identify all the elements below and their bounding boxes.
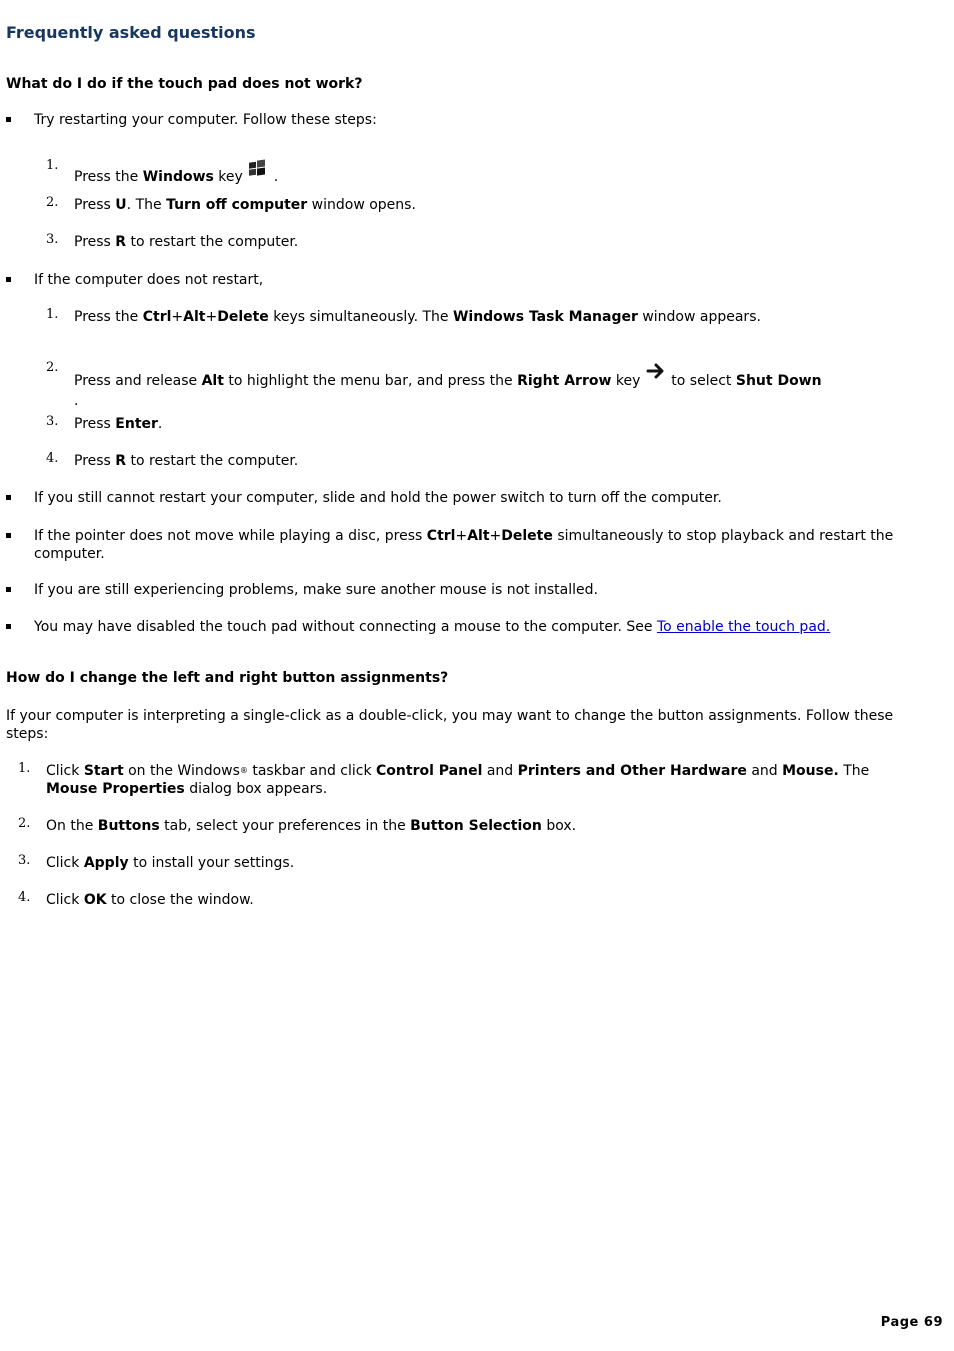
button-step-3: 3. Click Apply to install your settings.: [18, 853, 295, 871]
button-step-2: 2. On the Buttons tab, select your preferences in the Button Selection box.: [18, 816, 577, 834]
bullet-mark: [6, 117, 11, 122]
right-arrow-icon: [645, 361, 667, 392]
bullet-mark: [6, 624, 11, 629]
bullet-mark: [6, 533, 11, 538]
bullet-disabled-touchpad: You may have disabled the touch pad without connecting a mouse to the computer. See To enable the touch pad.: [6, 618, 911, 636]
button-step-4: 4. Click OK to close the window.: [18, 890, 254, 908]
no-restart-step-3: 3. Press Enter.: [46, 414, 163, 432]
restart-step-1: 1. Press the Windows key .: [46, 159, 886, 188]
no-restart-step-4: 4. Press R to restart the computer.: [46, 451, 299, 469]
restart-step-3: 3. Press R to restart the computer.: [46, 232, 299, 250]
bullet-mark: [6, 277, 11, 282]
bullet-power-switch: If you still cannot restart your computer, slide and hold the power switch to turn off the computer.: [6, 489, 911, 507]
windows-logo-icon: [247, 159, 269, 188]
bullet-restart: Try restarting your computer. Follow these steps:: [6, 111, 911, 129]
page-title: Frequently asked questions: [6, 23, 256, 42]
no-restart-step-2: 2. Press and release Alt to highlight the menu bar, and press the Right Arrow key to select Shut Down .: [46, 360, 822, 409]
question-button-assignments-heading: How do I change the left and right button assignments?: [6, 670, 449, 686]
question-touchpad-heading: What do I do if the touch pad does not work?: [6, 76, 363, 92]
bullet-another-mouse: If you are still experiencing problems, make sure another mouse is not installed.: [6, 581, 911, 599]
enable-touchpad-link[interactable]: To enable the touch pad.: [656, 619, 831, 635]
bullet-pointer-disc: If the pointer does not move while playing a disc, press Ctrl+Alt+Delete simultaneously to stop playback and restart the computer.: [6, 527, 911, 563]
no-restart-step-1: 1. Press the Ctrl+Alt+Delete keys simultaneously. The Windows Task Manager window appears.: [46, 307, 761, 325]
button-step-1: 1. Click Start on the Windows® taskbar and click Control Panel and Printers and Other Hardware and Mouse. The Mouse Properties dialog box appears.: [18, 761, 870, 797]
bullet-mark: [6, 495, 11, 500]
page-number: Page 69: [880, 1315, 943, 1330]
button-assignments-intro: If your computer is interpreting a single-click as a double-click, you may want to change the button assignments. Follow these steps:: [6, 708, 894, 742]
bullet-mark: [6, 587, 11, 592]
restart-step-2: 2. Press U. The Turn off computer window opens.: [46, 195, 416, 213]
bullet-no-restart: If the computer does not restart,: [6, 271, 911, 289]
